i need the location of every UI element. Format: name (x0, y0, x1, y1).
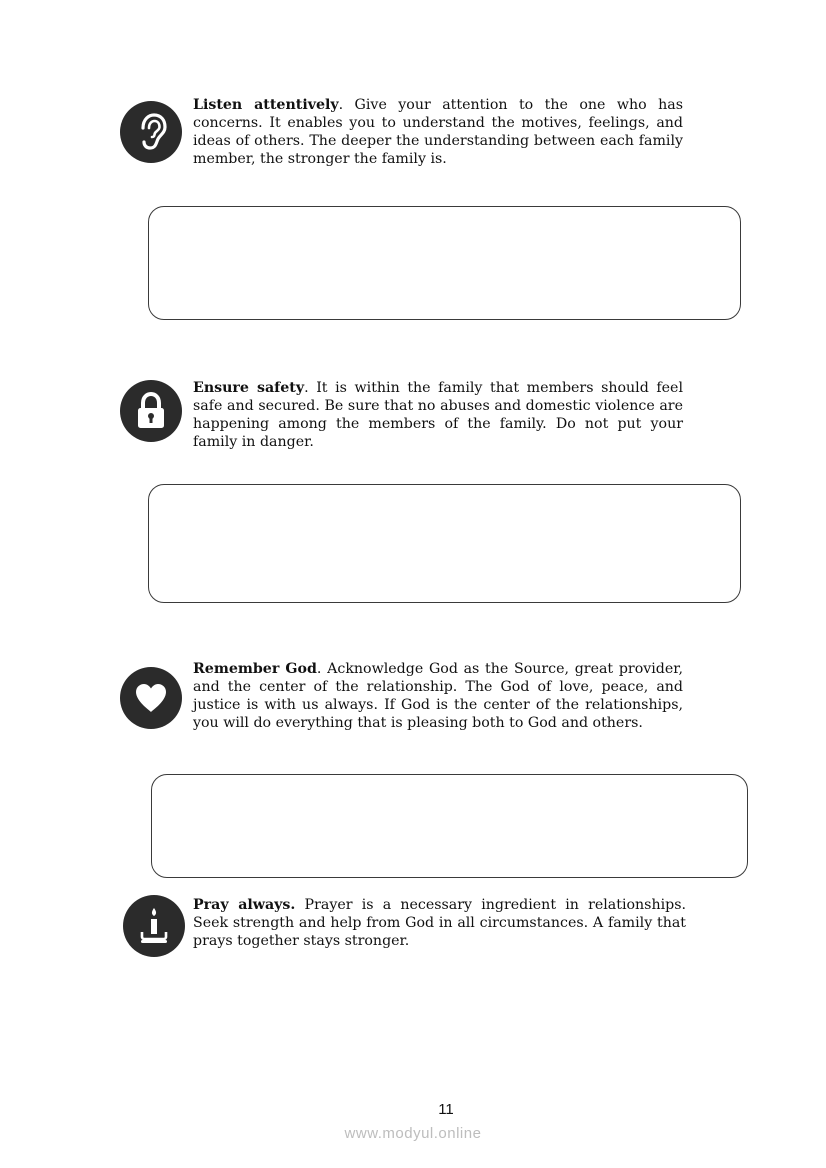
answer-box[interactable] (148, 206, 741, 320)
item-body: Prayer is a necessary ingredient in relationships. Seek strength and help from God in all circumstances. A family that prays together stays stronger. (193, 897, 686, 949)
page-number: 11 (438, 1101, 454, 1118)
ear-icon (120, 101, 182, 163)
item-title: Remember God (193, 661, 317, 677)
item-listen-attentively (193, 96, 683, 168)
answer-box[interactable] (151, 774, 748, 878)
item-remember-god (193, 660, 683, 732)
item-body: . Acknowledge God as the Source, great provider, and the center of the relationship. The God of love, peace, and justice is with us always. If God is the center of the relationships, you will do everything that is pleasing both to God and others. (193, 661, 683, 731)
item-ensure-safety (193, 379, 683, 451)
heart-icon (120, 667, 182, 729)
answer-box[interactable] (148, 484, 741, 603)
item-title: Pray always. (193, 897, 296, 913)
item-body: . Give your attention to the one who has concerns. It enables you to understand the motives, feelings, and ideas of others. The deeper the understanding between each family member, the stronger the family is. (193, 97, 683, 167)
item-title: Listen attentively (193, 97, 339, 113)
item-pray-always (193, 896, 686, 950)
padlock-icon (120, 380, 182, 442)
item-body: . It is within the family that members should feel safe and secured. Be sure that no abuses and domestic violence are happening among the members of the family. Do not put your family in danger. (193, 380, 683, 450)
candle-icon (123, 895, 185, 957)
item-title: Ensure safety (193, 380, 305, 396)
watermark: www.modyul.online (344, 1125, 482, 1142)
